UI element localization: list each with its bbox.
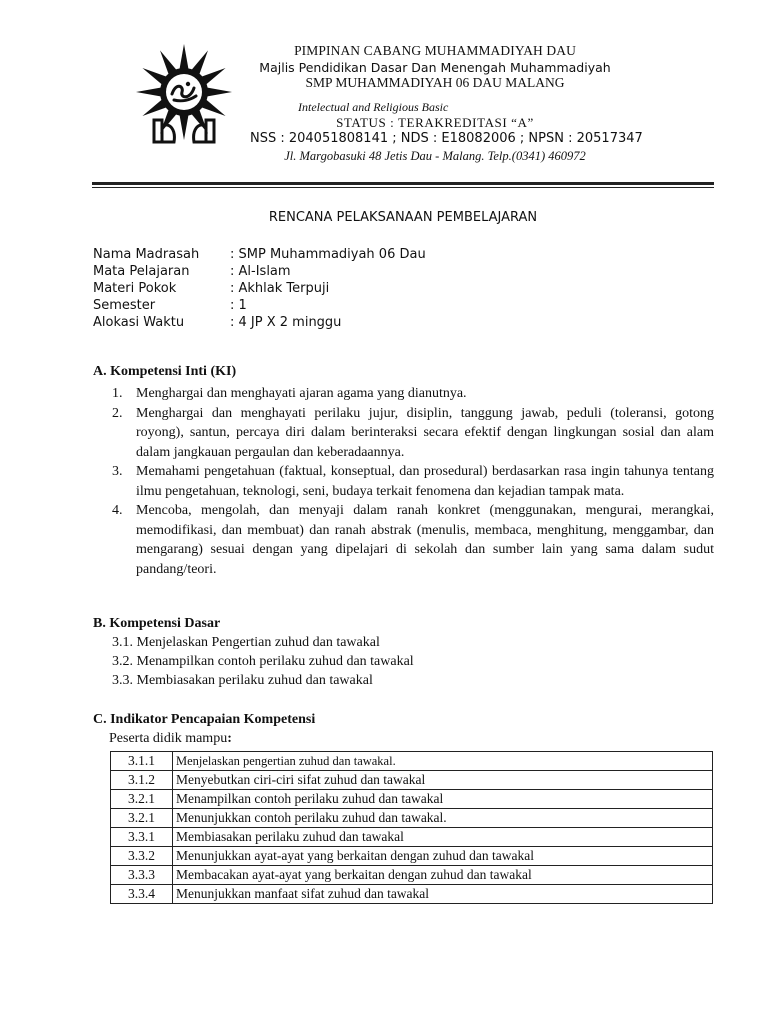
identity-row — [93, 263, 291, 280]
identity-value: : Al-Islam — [230, 264, 291, 279]
identity-row — [93, 246, 426, 263]
school-name: SMP MUHAMMADIYAH 06 DAU MALANG — [305, 75, 565, 90]
indicator-code: 3.1.2 — [111, 771, 173, 790]
identity-value: : Akhlak Terpuji — [230, 281, 330, 296]
identity-value: : 4 JP X 2 minggu — [230, 315, 342, 330]
section-a-heading: A. Kompetensi Inti (KI) — [93, 364, 237, 379]
list-text: Memahami pengetahuan (faktual, konseptual, dan prosedural) berdasarkan rasa ingin tahunya tentang ilmu pengetahuan, teknologi, seni, budaya terkait fenomena dan kejadian tampak mata. — [136, 464, 714, 499]
indicator-code: 3.3.3 — [111, 866, 173, 885]
document-title: RENCANA PELAKSANAAN PEMBELAJARAN — [268, 210, 538, 225]
kompetensi-dasar-item: 3.3. Membiasakan perilaku zuhud dan tawakal — [112, 673, 373, 688]
list-text: Mencoba, mengolah, dan menyaji dalam ranah konkret (menggunakan, mengurai, merangkai, memodifikasi, dan membuat) dan ranah abstrak (menulis, membaca, menghitung, menggambar, dan mengarang) sesuai dengan yang dipelajari di sekolah dan sumber lain yang sama dalam sudut pandang/teori. — [136, 503, 714, 577]
list-item — [112, 501, 714, 579]
indicator-intro — [109, 731, 232, 747]
indicator-text: Menunjukkan contoh perilaku zuhud dan tawakal. — [173, 809, 713, 828]
indicator-text: Menunjukkan manfaat sifat zuhud dan tawakal — [173, 885, 713, 904]
list-number: 3. — [112, 464, 123, 479]
kompetensi-dasar-item: 3.2. Menampilkan contoh perilaku zuhud dan tawakal — [112, 654, 414, 669]
table-row — [111, 809, 713, 828]
muhammadiyah-logo-icon — [132, 42, 236, 148]
organization-name: PIMPINAN CABANG MUHAMMADIYAH DAU — [294, 43, 576, 58]
table-row — [111, 771, 713, 790]
list-number: 1. — [112, 386, 123, 401]
list-item — [112, 462, 714, 501]
list-number: 2. — [112, 405, 123, 421]
kompetensi-inti-list — [112, 384, 714, 579]
list-number: 4. — [112, 503, 123, 518]
indicator-code: 3.2.1 — [111, 790, 173, 809]
indicator-text: Membiasakan perilaku zuhud dan tawakal — [173, 828, 713, 847]
school-tagline: Intelectual and Religious Basic — [298, 100, 449, 114]
indicator-intro-text: Peserta didik mampu — [109, 731, 228, 746]
indicator-code: 3.3.2 — [111, 847, 173, 866]
list-text: Menghargai dan menghayati ajaran agama yang dianutnya. — [136, 386, 467, 401]
identity-value: : 1 — [230, 298, 247, 313]
indicator-text: Menyebutkan ciri-ciri sifat zuhud dan tawakal — [173, 771, 713, 790]
section-c-heading: C. Indikator Pencapaian Kompetensi — [93, 712, 316, 727]
identity-label: Materi Pokok — [93, 281, 177, 296]
school-identifiers: NSS : 204051808141 ; NDS : E18082006 ; NPSN : 20517347 — [250, 131, 643, 146]
identity-label: Nama Madrasah — [93, 247, 200, 262]
indicator-code: 3.3.1 — [111, 828, 173, 847]
table-row — [111, 752, 713, 771]
accreditation-status: STATUS : TERAKREDITASI “A” — [336, 115, 534, 130]
school-address: Jl. Margobasuki 48 Jetis Dau - Malang. Telp.(0341) 460972 — [284, 149, 586, 163]
identity-row — [93, 314, 341, 331]
majlis-name: Majlis Pendidikan Dasar Dan Menengah Muhammadiyah — [259, 60, 611, 75]
kompetensi-dasar-item: 3.1. Menjelaskan Pengertian zuhud dan tawakal — [112, 635, 380, 650]
identity-value: : SMP Muhammadiyah 06 Dau — [230, 247, 426, 262]
indicator-code: 3.2.1 — [111, 809, 173, 828]
list-item — [112, 384, 714, 404]
indicator-text: Menunjukkan ayat-ayat yang berkaitan dengan zuhud dan tawakal — [173, 847, 713, 866]
identity-label: Mata Pelajaran — [93, 264, 190, 279]
table-row — [111, 885, 713, 904]
indicator-table — [110, 751, 713, 904]
list-item — [112, 404, 714, 463]
indicator-intro-colon: : — [227, 731, 232, 746]
indicator-code: 3.3.4 — [111, 885, 173, 904]
section-b-heading: B. Kompetensi Dasar — [93, 616, 221, 631]
identity-row — [93, 280, 329, 297]
indicator-text: Menjelaskan pengertian zuhud dan tawakal. — [173, 752, 713, 771]
indicator-text: Membacakan ayat-ayat yang berkaitan dengan zuhud dan tawakal — [173, 866, 713, 885]
identity-label: Alokasi Waktu — [93, 315, 185, 330]
table-row — [111, 866, 713, 885]
header-divider-thin — [92, 187, 714, 188]
table-row — [111, 847, 713, 866]
indicator-code: 3.1.1 — [111, 752, 173, 771]
table-row — [111, 790, 713, 809]
indicator-text: Menampilkan contoh perilaku zuhud dan tawakal — [173, 790, 713, 809]
header-divider-thick — [92, 182, 714, 185]
table-row — [111, 828, 713, 847]
identity-row — [93, 297, 247, 314]
list-text: Menghargai dan menghayati perilaku jujur, disiplin, tanggung jawab, peduli (toleransi, gotong royong), santun, percaya diri dalam berinteraksi secara efektif dengan lingkungan sosial dan alam dalam jangkauan pergaulan dan keberadaannya. — [136, 405, 714, 460]
identity-label: Semester — [93, 298, 156, 313]
